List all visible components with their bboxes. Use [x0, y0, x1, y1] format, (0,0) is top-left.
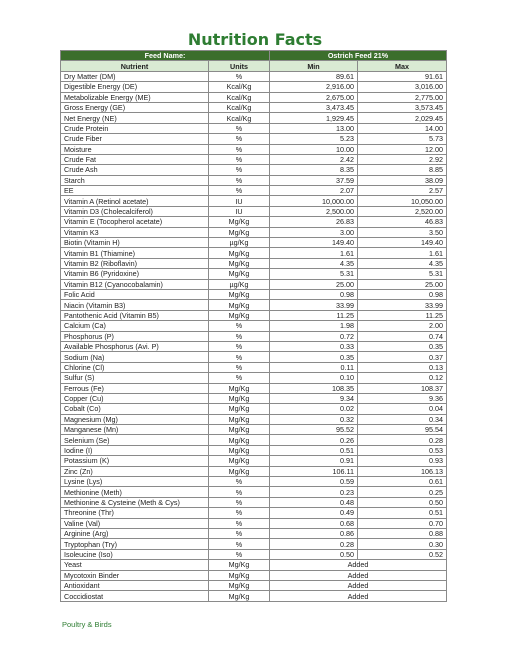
table-row — [61, 227, 447, 237]
nutrient-unit: % — [209, 154, 270, 164]
nutrient-max: 0.04 — [358, 404, 447, 414]
nutrient-unit: Mg/Kg — [209, 258, 270, 268]
nutrient-min: 3,473.45 — [270, 102, 358, 112]
nutrient-unit: Mg/Kg — [209, 425, 270, 435]
nutrient-max: 38.09 — [358, 175, 447, 185]
feed-name-value: Ostrich Feed 21% — [270, 51, 447, 61]
nutrient-max: 3.50 — [358, 227, 447, 237]
col-units-header: Units — [209, 61, 270, 71]
table-row — [61, 560, 447, 570]
nutrient-name: Magnesium (Mg) — [61, 414, 209, 424]
nutrient-min: 0.26 — [270, 435, 358, 445]
nutrient-unit: % — [209, 477, 270, 487]
nutrient-min: 0.72 — [270, 331, 358, 341]
nutrient-name: Biotin (Vitamin H) — [61, 238, 209, 248]
table-row — [61, 539, 447, 549]
nutrient-name: Methionine (Meth) — [61, 487, 209, 497]
nutrient-max: 2.57 — [358, 186, 447, 196]
nutrient-unit: IU — [209, 196, 270, 206]
nutrient-min: 0.33 — [270, 341, 358, 351]
nutrient-name: Pantothenic Acid (Vitamin B5) — [61, 310, 209, 320]
nutrient-name: Starch — [61, 175, 209, 185]
nutrient-name: Zinc (Zn) — [61, 466, 209, 476]
nutrient-unit: Mg/Kg — [209, 310, 270, 320]
nutrient-max: 2,520.00 — [358, 206, 447, 216]
table-row — [61, 341, 447, 351]
nutrient-min: 13.00 — [270, 123, 358, 133]
table-row — [61, 435, 447, 445]
nutrient-min: 3.00 — [270, 227, 358, 237]
nutrient-min: 11.25 — [270, 310, 358, 320]
feed-name-header-row — [61, 51, 447, 61]
nutrient-unit: % — [209, 341, 270, 351]
nutrient-min: 0.02 — [270, 404, 358, 414]
nutrient-unit: Mg/Kg — [209, 414, 270, 424]
nutrient-name: Digestible Energy (DE) — [61, 82, 209, 92]
nutrient-min: 0.68 — [270, 518, 358, 528]
nutrient-name: Calcium (Ca) — [61, 321, 209, 331]
column-header-row — [61, 61, 447, 71]
nutrient-name: Gross Energy (GE) — [61, 102, 209, 112]
nutrient-max: 0.30 — [358, 539, 447, 549]
nutrient-min: 0.35 — [270, 352, 358, 362]
nutrient-unit: Mg/Kg — [209, 466, 270, 476]
nutrient-name: Coccidiostat — [61, 591, 209, 601]
nutrient-min: 0.98 — [270, 289, 358, 299]
nutrient-max: 2,029.45 — [358, 113, 447, 123]
nutrient-unit: Mg/Kg — [209, 269, 270, 279]
nutrient-name: Selenium (Se) — [61, 435, 209, 445]
table-row — [61, 414, 447, 424]
nutrient-name: Lysine (Lys) — [61, 477, 209, 487]
nutrient-name: Tryptophan (Try) — [61, 539, 209, 549]
nutrient-min: 0.48 — [270, 497, 358, 507]
nutrient-max: 108.37 — [358, 383, 447, 393]
nutrient-unit: Mg/Kg — [209, 435, 270, 445]
nutrient-unit: % — [209, 539, 270, 549]
table-row — [61, 279, 447, 289]
nutrient-unit: Mg/Kg — [209, 404, 270, 414]
nutrient-unit: Mg/Kg — [209, 383, 270, 393]
nutrient-max: 3,573.45 — [358, 102, 447, 112]
table-row — [61, 82, 447, 92]
nutrient-max: 11.25 — [358, 310, 447, 320]
nutrient-unit: Kcal/Kg — [209, 92, 270, 102]
nutrient-max: 2,775.00 — [358, 92, 447, 102]
nutrient-min: 0.23 — [270, 487, 358, 497]
nutrient-name: Folic Acid — [61, 289, 209, 299]
nutrient-min: 2.07 — [270, 186, 358, 196]
table-row — [61, 497, 447, 507]
table-row — [61, 466, 447, 476]
table-row — [61, 102, 447, 112]
table-row — [61, 310, 447, 320]
table-row — [61, 383, 447, 393]
nutrient-min: 0.91 — [270, 456, 358, 466]
nutrient-max: 0.88 — [358, 528, 447, 538]
nutrient-min: 0.59 — [270, 477, 358, 487]
nutrient-max: 0.61 — [358, 477, 447, 487]
nutrient-min: 25.00 — [270, 279, 358, 289]
nutrient-max: 0.28 — [358, 435, 447, 445]
nutrient-unit: % — [209, 518, 270, 528]
nutrient-name: Cobalt (Co) — [61, 404, 209, 414]
footer-category: Poultry & Birds — [62, 620, 112, 629]
nutrient-min: 106.11 — [270, 466, 358, 476]
table-row — [61, 165, 447, 175]
table-row — [61, 456, 447, 466]
nutrient-name: Available Phosphorus (Avi. P) — [61, 341, 209, 351]
table-row — [61, 269, 447, 279]
nutrient-unit: % — [209, 362, 270, 372]
nutrient-max: 149.40 — [358, 238, 447, 248]
table-row — [61, 321, 447, 331]
table-row — [61, 570, 447, 580]
feed-name-label: Feed Name: — [61, 51, 270, 61]
nutrient-max: 0.93 — [358, 456, 447, 466]
nutrient-name: EE — [61, 186, 209, 196]
nutrient-name: Sulfur (S) — [61, 373, 209, 383]
nutrient-unit: % — [209, 352, 270, 362]
table-row — [61, 238, 447, 248]
nutrient-added: Added — [270, 560, 447, 570]
nutrient-name: Vitamin D3 (Cholecalciferol) — [61, 206, 209, 216]
nutrient-added: Added — [270, 580, 447, 590]
table-row — [61, 518, 447, 528]
nutrient-unit: % — [209, 497, 270, 507]
nutrient-min: 2,500.00 — [270, 206, 358, 216]
nutrient-max: 0.37 — [358, 352, 447, 362]
nutrient-max: 0.13 — [358, 362, 447, 372]
nutrient-max: 0.12 — [358, 373, 447, 383]
table-row — [61, 175, 447, 185]
table-row — [61, 92, 447, 102]
nutrient-name: Vitamin B2 (Riboflavin) — [61, 258, 209, 268]
nutrient-max: 12.00 — [358, 144, 447, 154]
table-row — [61, 258, 447, 268]
nutrient-unit: % — [209, 549, 270, 559]
nutrient-unit: IU — [209, 206, 270, 216]
nutrient-max: 0.34 — [358, 414, 447, 424]
nutrient-name: Methionine & Cysteine (Meth & Cys) — [61, 497, 209, 507]
nutrient-unit: % — [209, 373, 270, 383]
nutrient-min: 8.35 — [270, 165, 358, 175]
nutrient-name: Threonine (Thr) — [61, 508, 209, 518]
nutrient-min: 0.50 — [270, 549, 358, 559]
table-row — [61, 528, 447, 538]
nutrient-max: 91.61 — [358, 71, 447, 81]
nutrient-min: 5.31 — [270, 269, 358, 279]
nutrient-max: 5.31 — [358, 269, 447, 279]
nutrient-min: 0.49 — [270, 508, 358, 518]
nutrient-unit: % — [209, 123, 270, 133]
table-row — [61, 123, 447, 133]
nutrient-name: Niacin (Vitamin B3) — [61, 300, 209, 310]
nutrient-min: 0.11 — [270, 362, 358, 372]
nutrient-min: 10,000.00 — [270, 196, 358, 206]
nutrient-name: Dry Matter (DM) — [61, 71, 209, 81]
nutrient-min: 1.98 — [270, 321, 358, 331]
nutrient-unit: Mg/Kg — [209, 300, 270, 310]
nutrient-max: 2.00 — [358, 321, 447, 331]
nutrient-unit: % — [209, 508, 270, 518]
nutrient-name: Vitamin B6 (Pyridoxine) — [61, 269, 209, 279]
table-row — [61, 154, 447, 164]
nutrient-max: 4.35 — [358, 258, 447, 268]
nutrient-max: 0.35 — [358, 341, 447, 351]
nutrient-name: Vitamin A (Retinol acetate) — [61, 196, 209, 206]
nutrient-unit: Mg/Kg — [209, 393, 270, 403]
nutrient-name: Metabolizable Energy (ME) — [61, 92, 209, 102]
nutrient-unit: Mg/Kg — [209, 591, 270, 601]
nutrient-min: 33.99 — [270, 300, 358, 310]
nutrient-name: Vitamin B1 (Thiamine) — [61, 248, 209, 258]
nutrient-name: Mycotoxin Binder — [61, 570, 209, 580]
nutrient-unit: µg/Kg — [209, 279, 270, 289]
table-row — [61, 580, 447, 590]
nutrient-unit: % — [209, 165, 270, 175]
nutrient-max: 3,016.00 — [358, 82, 447, 92]
nutrition-table — [60, 50, 447, 602]
nutrient-min: 9.34 — [270, 393, 358, 403]
nutrient-min: 4.35 — [270, 258, 358, 268]
nutrient-max: 106.13 — [358, 466, 447, 476]
table-row — [61, 71, 447, 81]
nutrient-unit: % — [209, 528, 270, 538]
nutrient-rows — [61, 71, 447, 601]
nutrient-name: Moisture — [61, 144, 209, 154]
table-row — [61, 362, 447, 372]
nutrient-added: Added — [270, 570, 447, 580]
nutrient-unit: Mg/Kg — [209, 248, 270, 258]
nutrient-unit: % — [209, 134, 270, 144]
nutrient-name: Vitamin K3 — [61, 227, 209, 237]
nutrient-max: 0.74 — [358, 331, 447, 341]
nutrient-unit: Mg/Kg — [209, 580, 270, 590]
page-title: Nutrition Facts — [187, 30, 323, 49]
nutrient-unit: % — [209, 186, 270, 196]
nutrient-name: Sodium (Na) — [61, 352, 209, 362]
nutrient-min: 0.10 — [270, 373, 358, 383]
nutrient-max: 0.53 — [358, 445, 447, 455]
nutrient-unit: Kcal/Kg — [209, 102, 270, 112]
nutrient-max: 0.25 — [358, 487, 447, 497]
table-row — [61, 373, 447, 383]
nutrient-min: 2,675.00 — [270, 92, 358, 102]
nutrient-max: 5.73 — [358, 134, 447, 144]
nutrient-name: Arginine (Arg) — [61, 528, 209, 538]
table-row — [61, 248, 447, 258]
nutrient-min: 0.51 — [270, 445, 358, 455]
nutrient-min: 1.61 — [270, 248, 358, 258]
nutrient-max: 0.50 — [358, 497, 447, 507]
nutrient-max: 1.61 — [358, 248, 447, 258]
nutrient-max: 9.36 — [358, 393, 447, 403]
nutrient-name: Iodine (I) — [61, 445, 209, 455]
nutrient-min: 89.61 — [270, 71, 358, 81]
nutrient-unit: % — [209, 71, 270, 81]
nutrient-unit: % — [209, 175, 270, 185]
col-max-header: Max — [358, 61, 447, 71]
nutrient-name: Copper (Cu) — [61, 393, 209, 403]
table-row — [61, 404, 447, 414]
table-row — [61, 186, 447, 196]
nutrient-min: 0.86 — [270, 528, 358, 538]
table-row — [61, 217, 447, 227]
table-row — [61, 300, 447, 310]
nutrient-min: 10.00 — [270, 144, 358, 154]
nutrient-name: Antioxidant — [61, 580, 209, 590]
table-row — [61, 331, 447, 341]
nutrient-min: 95.52 — [270, 425, 358, 435]
nutrient-max: 25.00 — [358, 279, 447, 289]
nutrient-min: 0.28 — [270, 539, 358, 549]
nutrient-unit: % — [209, 144, 270, 154]
nutrient-unit: % — [209, 331, 270, 341]
nutrient-name: Crude Fiber — [61, 134, 209, 144]
table-row — [61, 445, 447, 455]
table-row — [61, 393, 447, 403]
nutrient-max: 0.51 — [358, 508, 447, 518]
nutrient-name: Manganese (Mn) — [61, 425, 209, 435]
nutrient-max: 8.85 — [358, 165, 447, 175]
nutrient-unit: % — [209, 321, 270, 331]
nutrient-name: Isoleucine (Iso) — [61, 549, 209, 559]
nutrient-name: Vitamin B12 (Cyanocobalamin) — [61, 279, 209, 289]
table-row — [61, 352, 447, 362]
nutrient-unit: Mg/Kg — [209, 570, 270, 580]
nutrient-min: 108.35 — [270, 383, 358, 393]
nutrient-min: 2.42 — [270, 154, 358, 164]
nutrient-unit: Mg/Kg — [209, 456, 270, 466]
nutrient-unit: % — [209, 487, 270, 497]
nutrient-max: 14.00 — [358, 123, 447, 133]
nutrient-max: 33.99 — [358, 300, 447, 310]
nutrient-name: Phosphorus (P) — [61, 331, 209, 341]
table-row — [61, 196, 447, 206]
nutrient-name: Crude Ash — [61, 165, 209, 175]
nutrient-name: Crude Protein — [61, 123, 209, 133]
nutrient-unit: Mg/Kg — [209, 560, 270, 570]
nutrient-unit: Kcal/Kg — [209, 113, 270, 123]
nutrient-max: 95.54 — [358, 425, 447, 435]
table-row — [61, 425, 447, 435]
nutrient-min: 2,916.00 — [270, 82, 358, 92]
table-row — [61, 477, 447, 487]
nutrient-name: Net Energy (NE) — [61, 113, 209, 123]
table-row — [61, 113, 447, 123]
nutrient-min: 37.59 — [270, 175, 358, 185]
nutrient-max: 46.83 — [358, 217, 447, 227]
nutrient-unit: Mg/Kg — [209, 445, 270, 455]
table-row — [61, 549, 447, 559]
table-row — [61, 487, 447, 497]
nutrient-min: 26.83 — [270, 217, 358, 227]
nutrient-min: 1,929.45 — [270, 113, 358, 123]
col-nutrient-header: Nutrient — [61, 61, 209, 71]
nutrient-name: Valine (Val) — [61, 518, 209, 528]
nutrient-unit: Kcal/Kg — [209, 82, 270, 92]
nutrient-name: Crude Fat — [61, 154, 209, 164]
table-row — [61, 508, 447, 518]
nutrient-unit: Mg/Kg — [209, 289, 270, 299]
nutrient-unit: Mg/Kg — [209, 227, 270, 237]
col-min-header: Min — [270, 61, 358, 71]
nutrient-unit: µg/Kg — [209, 238, 270, 248]
nutrient-name: Ferrous (Fe) — [61, 383, 209, 393]
table-row — [61, 289, 447, 299]
nutrient-max: 0.52 — [358, 549, 447, 559]
nutrient-max: 0.98 — [358, 289, 447, 299]
table-row — [61, 134, 447, 144]
nutrient-name: Yeast — [61, 560, 209, 570]
nutrient-name: Potassium (K) — [61, 456, 209, 466]
nutrient-name: Chlorine (Cl) — [61, 362, 209, 372]
nutrient-min: 149.40 — [270, 238, 358, 248]
nutrient-unit: Mg/Kg — [209, 217, 270, 227]
nutrient-added: Added — [270, 591, 447, 601]
table-row — [61, 144, 447, 154]
nutrient-min: 5.23 — [270, 134, 358, 144]
nutrient-max: 0.70 — [358, 518, 447, 528]
nutrient-name: Vitamin E (Tocopherol acetate) — [61, 217, 209, 227]
table-row — [61, 591, 447, 601]
table-row — [61, 206, 447, 216]
nutrient-max: 2.92 — [358, 154, 447, 164]
nutrient-min: 0.32 — [270, 414, 358, 424]
nutrient-max: 10,050.00 — [358, 196, 447, 206]
